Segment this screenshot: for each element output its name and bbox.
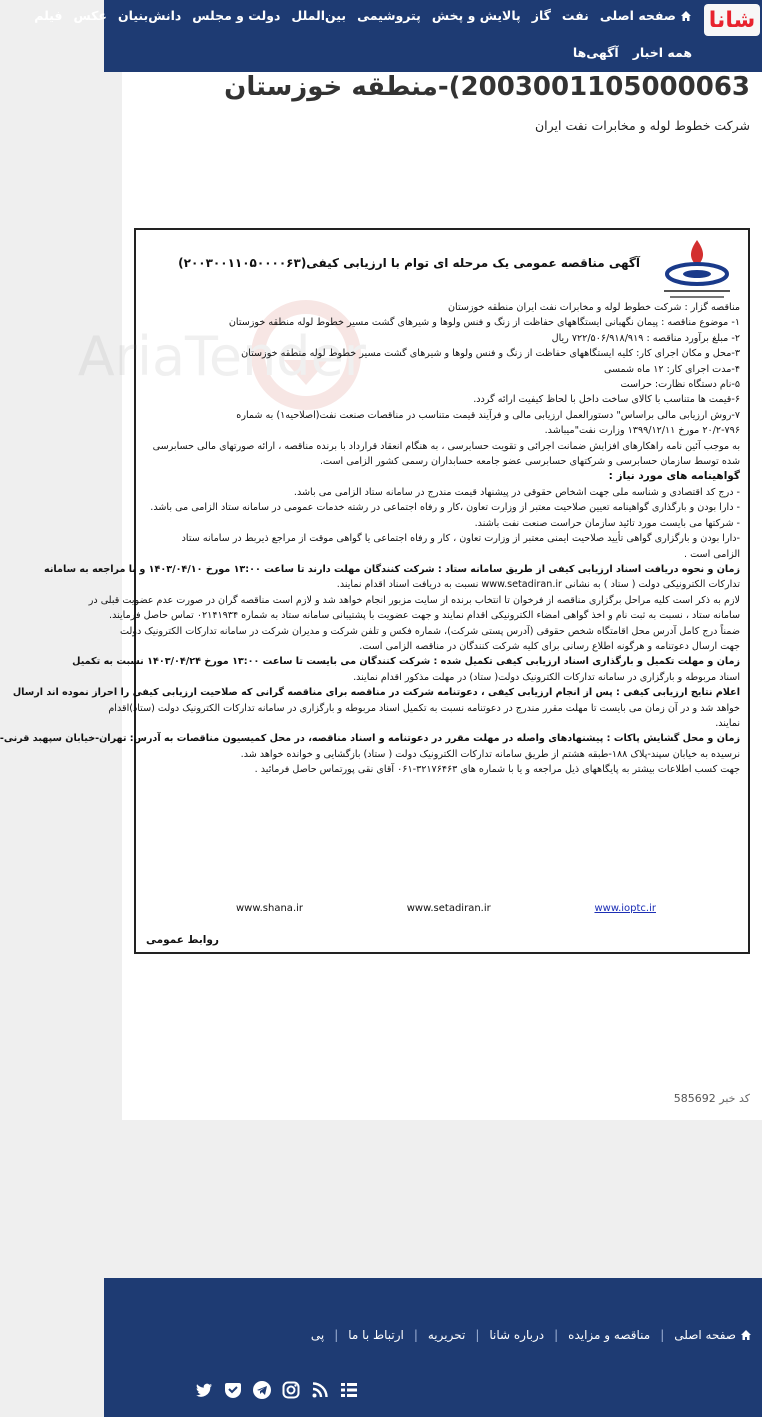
- footer-link-contact[interactable]: ارتباط با ما: [348, 1328, 404, 1342]
- ad-line: نمایند.: [715, 717, 740, 729]
- nav-photo[interactable]: عکس: [73, 8, 107, 23]
- ad-line: - دارا بودن و بارگذاری گواهینامه تعیین صلاحیت معتبر از وزارت تعاون ،کار و رفاه اجتماعی در رشته خدمات عمومی در سامانه ستاد الزامی می باشد.: [150, 502, 740, 514]
- footer: [104, 1278, 762, 1417]
- svg-text:AriaTender: AriaTender: [77, 325, 366, 388]
- footer-link-tenders[interactable]: مناقصه و مزایده: [568, 1328, 651, 1342]
- ad-line: ۳-محل و مکان اجرای کار: کلیه ایستگاههای حفاظت از زنگ و فنس ولوها و شیرهای گشت مسیر خطوط لوله منطقه خوزستان: [241, 348, 740, 360]
- nav-international[interactable]: بین‌الملل: [291, 8, 347, 23]
- nioc-logo: [652, 236, 742, 306]
- nav-video[interactable]: فیلم: [34, 8, 63, 23]
- footer-separator: |: [660, 1328, 665, 1342]
- ad-line: ۲۰/۲-۷۹۶ مورخ ۱۳۹۹/۱۲/۱۱ وزارت نفت"میباشد.: [544, 425, 740, 437]
- nav-home[interactable]: صفحه اصلی: [600, 8, 692, 23]
- ad-line: -دارا بودن و بارگزاری گواهی تأیید صلاحیت ایمنی معتبر از وزارت تعاون ، کار و رفاه اجتماعی یا گواهی موقت از مراجع ذیربط در سامانه ستاد: [181, 533, 740, 545]
- ad-body: [0, 300, 740, 778]
- secondary-nav: [559, 45, 692, 60]
- telegram-icon[interactable]: [252, 1380, 272, 1400]
- ad-heading: زمان و مهلت تکمیل و بارگذاری اسناد ارزیابی کیفی تکمیل شده : شرکت کنندگان می بایست تا ساعت ۱۳:۰۰ مورخ ۱۴۰۳/۰۴/۲۴ نسبت به تکمیل: [72, 656, 740, 668]
- nav-petrochemical[interactable]: پتروشیمی: [357, 8, 421, 23]
- ad-links: [236, 903, 656, 914]
- ad-line: - شرکتها می بایست مورد تائید سازمان حراست صنعت نفت باشند.: [474, 517, 740, 529]
- footer-separator: |: [554, 1328, 559, 1342]
- footer-link-more[interactable]: پی: [310, 1328, 325, 1342]
- soroush-icon[interactable]: [223, 1380, 243, 1400]
- sitemap-icon[interactable]: [339, 1380, 359, 1400]
- footer-link-editorial[interactable]: تحریریه: [427, 1328, 466, 1342]
- nav-ads[interactable]: آگهی‌ها: [572, 45, 619, 60]
- main-nav: [23, 8, 692, 23]
- social-icons: [194, 1380, 359, 1400]
- ad-line: به موجب آئین نامه راهکارهای افزایش ضمانت اجرائی و تقویت حسابرسی ، به هنگام انعقاد قرارداد با برنده مناقصه ، ارائه صورتهای مالی حسابرسی: [152, 440, 740, 452]
- ad-title: آگهی مناقصه عمومی یک مرحله ای توام با ارزیابی کیفی(۲۰۰۳۰۰۱۱۰۵۰۰۰۰۶۳): [178, 256, 640, 270]
- ad-line: شده توسط سازمان حسابرسی و شرکتهای حسابرسی عضو جامعه حسابداران رسمی کشور الزامی است.: [320, 456, 740, 468]
- rss-icon[interactable]: [310, 1380, 330, 1400]
- ad-signature: روابط عمومی: [146, 934, 219, 946]
- news-code-value: 585692: [673, 1092, 716, 1105]
- nav-gas[interactable]: گاز: [531, 8, 551, 23]
- nav-refining[interactable]: پالایش و پخش: [431, 8, 521, 23]
- footer-separator: |: [334, 1328, 339, 1342]
- article-subtitle: شرکت خطوط لوله و مخابرات نفت ایران: [534, 118, 750, 133]
- shana-logo[interactable]: شانا: [704, 4, 760, 36]
- home-icon: [740, 1329, 752, 1341]
- news-code: [668, 1092, 750, 1105]
- nav-knowledge[interactable]: دانش‌بنیان: [117, 8, 182, 23]
- home-icon: [680, 10, 692, 22]
- ad-line: اسناد مربوطه و بارگزاری در سامانه تدارکات الکترونیک دولت( ستاد) در مهلت مذکور اقدام نمایند.: [353, 671, 740, 683]
- ad-heading: اعلام نتایج ارزیابی کیفی : پس از انجام ارزیابی کیفی ، دعوتنامه شرکت در مناقصه برای مناقصه گرانی که صلاحیت ارزیابی کیفی را احراز نموده اند ارسال: [12, 687, 740, 699]
- ad-line: نرسیده به خیابان سپند-پلاک ۱۸۸-طبقه هشتم از طریق سامانه تدارکات الکترونیک دولت ( ستاد) بازگشایی و خوانده خواهد شد.: [240, 748, 740, 760]
- ad-line: جهت کسب اطلاعات بیشتر به پایگاههای ذیل مراجعه و یا با شماره های ۳۲۱۷۶۴۶۳-۰۶۱ آقای نقی پورتماس حاصل فرمائید .: [254, 764, 740, 776]
- link-ioptc[interactable]: www.ioptc.ir: [594, 903, 656, 914]
- footer-link-about[interactable]: درباره شانا: [489, 1328, 545, 1342]
- ad-line: مناقصه گزار : شرکت خطوط لوله و مخابرات نفت ایران منطقه خوزستان: [448, 302, 740, 313]
- ad-line: ۲- مبلغ برآورد مناقصه : ۷۲۲/۵۰۶/۹۱۸/۹۱۹ ریال: [551, 332, 740, 344]
- ad-line: - درج کد اقتصادی و شناسه ملی جهت اشخاص حقوقی در پیشنهاد قیمت مندرج در سامانه ستاد الزامی می باشد.: [293, 486, 740, 498]
- nav-government[interactable]: دولت و مجلس: [192, 8, 281, 23]
- ad-heading: زمان و نحوه دریافت اسناد ارزیابی کیفی از طریق سامانه ستاد : شرکت کنندگان مهلت دارند تا ساعت ۱۳:۰۰ مورخ ۱۴۰۳/۰۴/۱۰ و با مراجعه به سامانه: [44, 563, 740, 575]
- nav-all-news[interactable]: همه اخبار: [632, 45, 692, 60]
- ad-line: تدارکات الکترونیکی دولت ( ستاد ) به نشانی www.setadiran.ir نسبت به دریافت اسناد اقدام نمایند.: [336, 579, 740, 591]
- ad-line: الزامی است .: [684, 548, 740, 560]
- ad-line: سامانه ستاد ، نسبت به ثبت نام و اخذ گواهی امضاء الکترونیکی اقدام نمایند و جهت عضویت با پشتیبانی سامانه ستاد به شماره ۰۲۱۴۱۹۳۴ تماس حاصل فرمایند.: [109, 610, 740, 622]
- article-card: [0, 72, 762, 1120]
- ad-heading: گواهینامه های مورد نیاز :: [608, 470, 740, 483]
- ad-line: خواهد شد و در آن زمان می بایست تا مهلت مقرر مندرج در دعوتنامه نسبت به تکمیل اسناد مربوطه و بارگزاری در سامانه تدارکات الکترونیک دولت (ستاد)اقدام: [108, 702, 740, 714]
- footer-separator: |: [413, 1328, 418, 1342]
- top-navbar: [34, 0, 762, 72]
- ad-line: ۱- موضوع مناقصه : پیمان نگهبانی ایستگاههای حفاظت از زنگ و فنس ولوها و شیرهای گشت مسیر خطوط لوله منطقه خوزستان: [228, 317, 740, 329]
- page-title: 2003001105000063)-منطقه خوزستان: [224, 72, 750, 102]
- ad-line: جهت ارسال دعوتنامه و هرگونه اطلاع رسانی برای کلیه شرکت کنندگان در مناقصه الزامی است.: [359, 640, 740, 652]
- footer-links: [311, 1328, 752, 1342]
- ad-line: ۷-روش ارزیابی مالی براساس" دستورالعمل ارزیابی مالی و فرآیند قیمت متناسب در مناقصات صنعت نفت(اصلاحیه۱) به شماره: [236, 409, 740, 421]
- ad-line: ۵-نام دستگاه نظارت: حراست: [620, 379, 740, 391]
- ad-heading: زمان و محل گشایش پاکات : پیشنهادهای واصله در مهلت مقرر در دعوتنامه و اسناد مناقصه، در محل کمیسیون مناقصات به آدرس: تهران-خیابان سپهبد قرنی-: [0, 733, 740, 745]
- nav-oil[interactable]: نفت: [561, 8, 589, 23]
- link-shana[interactable]: www.shana.ir: [236, 903, 304, 914]
- footer-separator: |: [475, 1328, 480, 1342]
- instagram-icon[interactable]: [281, 1380, 301, 1400]
- news-code-label: کد خبر: [719, 1092, 750, 1105]
- twitter-icon[interactable]: [194, 1380, 214, 1400]
- ad-line: لازم به ذکر است کلیه مراحل برگزاری مناقصه از فرخوان تا انتخاب برنده از سایت مزبور انجام خواهد شد و لازم است مناقصه گران در صورت عدم عضویت قبلی در: [88, 594, 740, 606]
- link-setad[interactable]: www.setadiran.ir: [406, 903, 491, 914]
- ad-line: ۶-قیمت ها متناسب با کالای ساخت داخل با لحاظ کیفیت ارائه گردد.: [473, 394, 740, 406]
- footer-link-home[interactable]: صفحه اصلی: [674, 1328, 752, 1342]
- ad-line: ۴-مدت اجرای کار: ۱۲ ماه شمسی: [603, 363, 740, 375]
- ad-line: ضمناً درج کامل آدرس محل اقامتگاه شخص حقوقی (آدرس پستی شرکت)، شماره فکس و تلفن شرکت و مدیران شرکت در سامانه تدارکات الکترونیک دولت: [119, 625, 740, 637]
- tender-ad-image: [0, 228, 750, 954]
